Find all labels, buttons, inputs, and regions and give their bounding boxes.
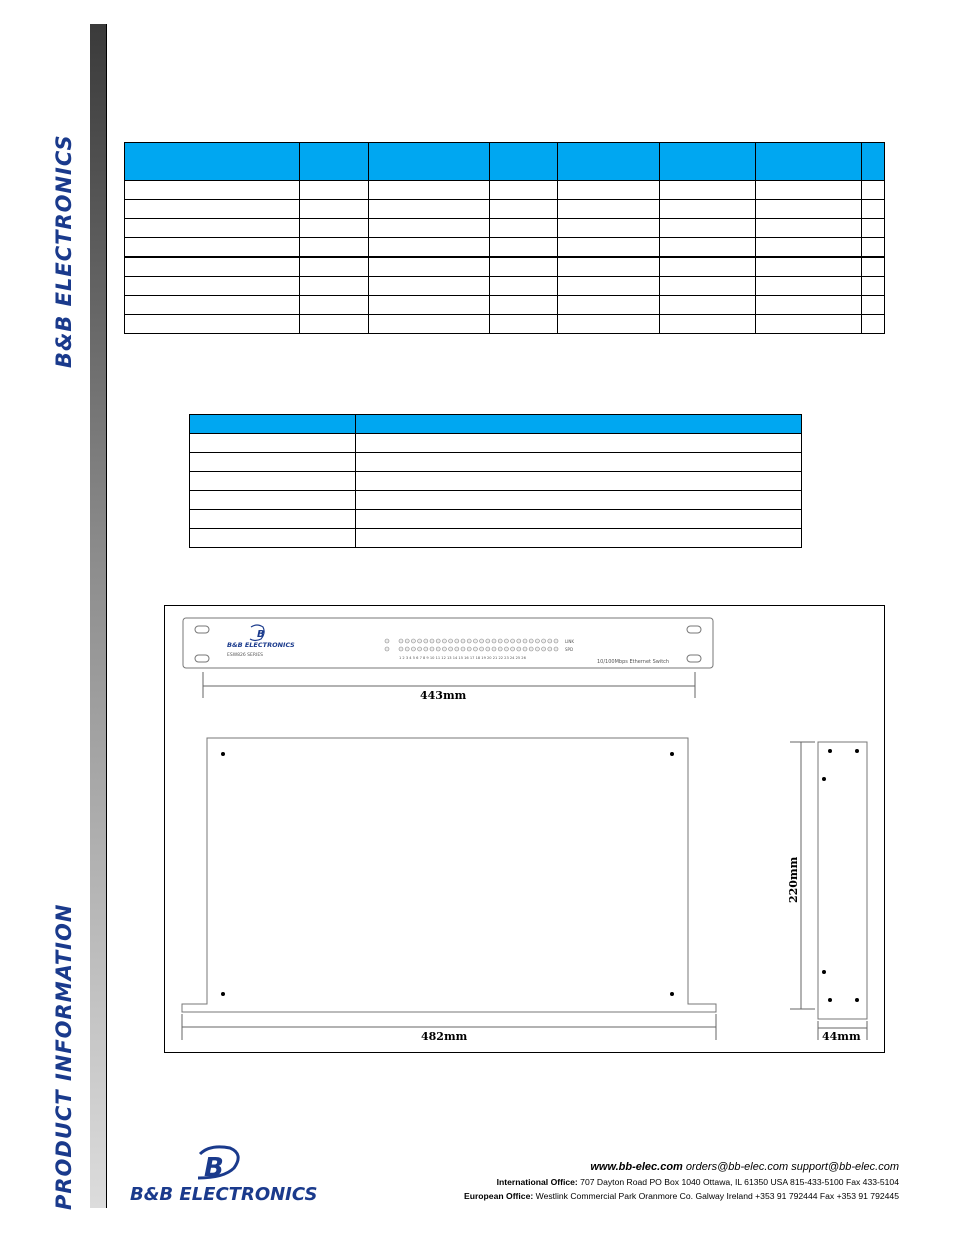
led-indicator <box>554 647 558 651</box>
footer-logo-text: B&B ELECTRONICS <box>130 1184 318 1205</box>
led-indicator <box>405 647 409 651</box>
footer-website-link[interactable]: www.bb-elec.com <box>590 1161 683 1173</box>
led-spd-label: SPD <box>565 647 574 652</box>
led-indicator <box>399 647 403 651</box>
led-indicator <box>486 639 490 643</box>
led-indicator <box>529 639 533 643</box>
table-row <box>125 296 885 315</box>
led-indicator <box>455 639 459 643</box>
led-indicator <box>399 639 403 643</box>
dim-top-width-label: 482mm <box>421 1030 468 1043</box>
led-indicator <box>411 647 415 651</box>
footer-euro-office <box>464 1191 899 1201</box>
led-indicator <box>436 639 440 643</box>
table-row <box>125 277 885 296</box>
led-indicator <box>467 647 471 651</box>
footer-logo <box>128 1142 378 1206</box>
front-series-text: ESW826 SERIES <box>227 653 264 658</box>
led-indicator <box>480 647 484 651</box>
led-indicator <box>504 639 508 643</box>
logo-b-mark: B <box>204 1153 224 1183</box>
dim-height-label: 44mm <box>822 1030 861 1043</box>
spec-table-2 <box>189 414 802 548</box>
led-indicator <box>542 647 546 651</box>
led-indicator <box>535 647 539 651</box>
led-indicator <box>473 639 477 643</box>
table-row <box>125 257 885 277</box>
led-indicator <box>418 639 422 643</box>
spec-table-1 <box>124 142 885 334</box>
led-indicator <box>385 647 389 651</box>
led-indicator <box>523 647 527 651</box>
led-indicator <box>424 639 428 643</box>
table-row <box>190 491 802 510</box>
table-row <box>190 434 802 453</box>
table-row <box>125 238 885 258</box>
dimension-drawing <box>164 605 885 1053</box>
drawing-svg <box>165 606 884 1052</box>
table-row <box>190 472 802 491</box>
side-banner <box>90 24 106 1208</box>
led-indicator <box>542 639 546 643</box>
led-indicator <box>492 639 496 643</box>
side-section-text: PRODUCT INFORMATION <box>52 903 76 1210</box>
intl-text: 707 Dayton Road PO Box 1040 Ottawa, IL 61350 USA 815-433-5100 Fax 433-5104 <box>580 1177 899 1187</box>
footer-emails[interactable]: orders@bb-elec.com support@bb-elec.com <box>685 1161 899 1173</box>
led-link-label: LINK <box>565 639 575 644</box>
led-row <box>385 639 558 651</box>
led-indicator <box>405 639 409 643</box>
led-indicator <box>480 639 484 643</box>
led-indicator <box>430 647 434 651</box>
led-indicator <box>511 639 515 643</box>
led-indicator <box>442 639 446 643</box>
led-indicator <box>473 647 477 651</box>
side-banner-edge <box>106 24 107 1208</box>
led-indicator <box>455 647 459 651</box>
led-indicator <box>548 639 552 643</box>
dim-front-width-label: 443mm <box>420 689 467 702</box>
led-indicator <box>430 639 434 643</box>
table-row <box>125 219 885 238</box>
table-row <box>125 200 885 219</box>
front-brand-text: B&B ELECTRONICS <box>227 641 295 649</box>
led-indicator <box>517 639 521 643</box>
side-view <box>818 742 867 1019</box>
footer-contacts <box>464 1161 899 1201</box>
led-indicator <box>492 647 496 651</box>
front-logo-b: B <box>257 629 265 640</box>
led-indicator <box>467 639 471 643</box>
led-indicator <box>548 647 552 651</box>
led-indicator <box>486 647 490 651</box>
led-indicator <box>385 639 389 643</box>
led-indicator <box>498 639 502 643</box>
led-indicator <box>461 647 465 651</box>
led-indicator <box>498 647 502 651</box>
dim-depth-label: 220mm <box>787 856 800 903</box>
led-indicator <box>554 639 558 643</box>
euro-text: Westlink Commercial Park Oranmore Co. Galway Ireland +353 91 792444 Fax +353 91 792445 <box>535 1191 899 1201</box>
table-row <box>190 510 802 529</box>
euro-label: European Office: <box>463 1191 534 1201</box>
led-indicator <box>418 647 422 651</box>
footer-intl-office <box>464 1177 899 1187</box>
table-row <box>125 315 885 334</box>
top-view <box>182 738 716 1012</box>
side-brand-text: B&B ELECTRONICS <box>52 134 76 368</box>
led-indicator <box>411 639 415 643</box>
led-indicator <box>449 647 453 651</box>
led-indicator <box>523 639 527 643</box>
table-header-row <box>125 143 885 181</box>
intl-label: International Office: <box>496 1177 578 1187</box>
led-indicator <box>424 647 428 651</box>
led-indicator <box>504 647 508 651</box>
led-indicator <box>511 647 515 651</box>
side-view-holes <box>822 749 859 1002</box>
led-indicator <box>535 639 539 643</box>
led-indicator <box>436 647 440 651</box>
led-indicator <box>461 639 465 643</box>
front-model-text: 10/100Mbps Ethernet Switch <box>597 659 670 665</box>
port-numbers: 1 2 3 4 5 6 7 8 9 10 11 12 13 14 15 16 17 18 19 20 21 22 23 24 25 26 <box>399 656 526 660</box>
table-row <box>190 529 802 548</box>
top-view-holes <box>221 752 674 996</box>
led-indicator <box>529 647 533 651</box>
led-indicator <box>517 647 521 651</box>
table-header-row <box>190 415 802 434</box>
led-indicator <box>449 639 453 643</box>
table-row <box>125 181 885 200</box>
led-indicator <box>442 647 446 651</box>
table-row <box>190 453 802 472</box>
